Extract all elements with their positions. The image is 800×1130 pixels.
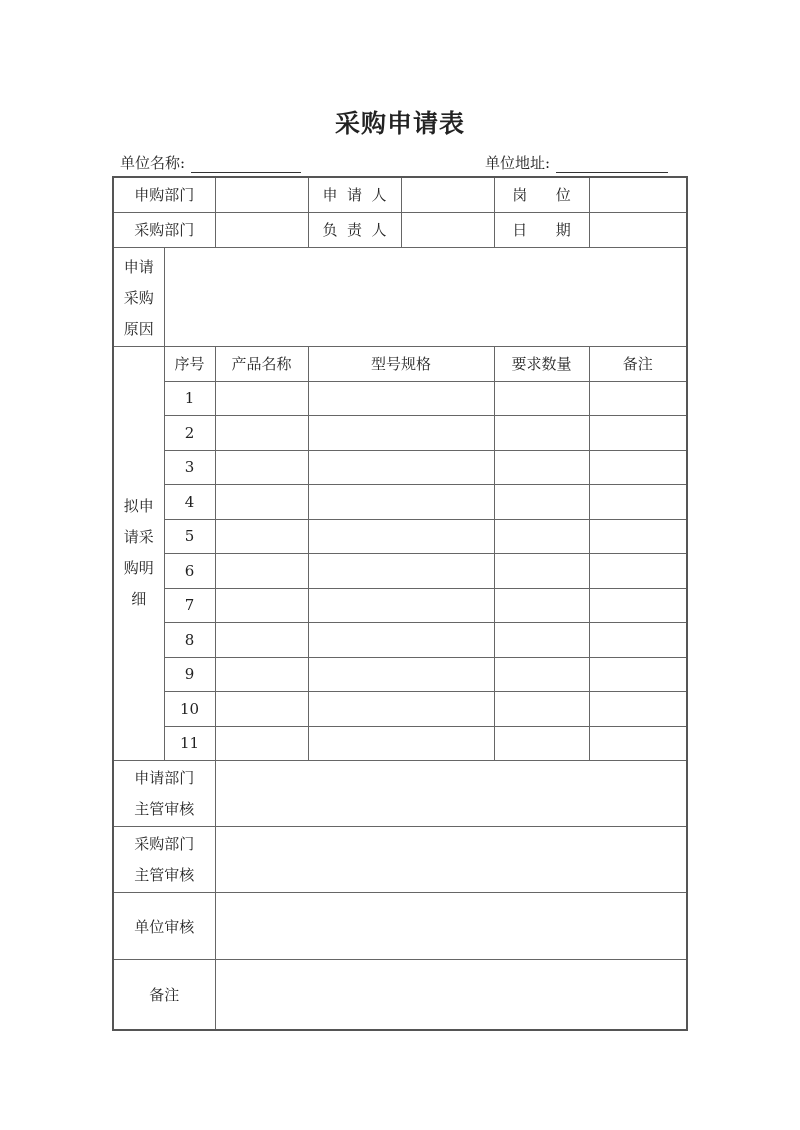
position-label: 岗 位 xyxy=(494,177,589,212)
row-remark[interactable] xyxy=(589,657,687,692)
apply-dept-review-line: 主管审核 xyxy=(134,799,195,818)
row-seq: 11 xyxy=(164,726,215,761)
row-product[interactable] xyxy=(215,726,308,761)
reason-label-line: 采购 xyxy=(123,288,154,307)
table-row xyxy=(113,623,687,658)
row-remark[interactable] xyxy=(589,726,687,761)
col-header-seq: 序号 xyxy=(164,346,215,381)
row-remark[interactable] xyxy=(589,450,687,485)
procure-dept-review-line: 采购部门 xyxy=(134,834,195,853)
unit-review-row xyxy=(113,893,687,960)
procure-dept-review-line: 主管审核 xyxy=(134,865,195,884)
row-remark[interactable] xyxy=(589,554,687,589)
row-model[interactable] xyxy=(308,381,494,416)
row-product[interactable] xyxy=(215,588,308,623)
row-remark[interactable] xyxy=(589,588,687,623)
details-label-line: 请采 xyxy=(123,528,154,547)
row-remark[interactable] xyxy=(589,485,687,520)
table-row xyxy=(113,381,687,416)
responsible-label: 负 责 人 xyxy=(308,212,401,247)
row-seq: 8 xyxy=(164,623,215,658)
page-title: 采购申请表 xyxy=(334,109,465,138)
row-model[interactable] xyxy=(308,416,494,451)
apply-dept-review-value[interactable] xyxy=(215,761,687,827)
table-row xyxy=(113,519,687,554)
unit-address-field xyxy=(485,152,668,173)
row-quantity[interactable] xyxy=(494,726,589,761)
row-model[interactable] xyxy=(308,554,494,589)
header-row-2 xyxy=(113,212,687,247)
row-quantity[interactable] xyxy=(494,416,589,451)
apply-dept-review-row xyxy=(113,761,687,827)
details-label-line: 购明 xyxy=(123,559,154,578)
table-row xyxy=(113,692,687,727)
row-quantity[interactable] xyxy=(494,554,589,589)
table-row xyxy=(113,416,687,451)
unit-address-label: 单位地址: xyxy=(485,154,551,172)
procure-dept-review-row xyxy=(113,827,687,893)
col-header-model: 型号规格 xyxy=(308,346,494,381)
row-product[interactable] xyxy=(215,692,308,727)
row-quantity[interactable] xyxy=(494,588,589,623)
row-product[interactable] xyxy=(215,554,308,589)
row-remark[interactable] xyxy=(589,381,687,416)
reason-value[interactable] xyxy=(164,247,687,346)
row-quantity[interactable] xyxy=(494,657,589,692)
purchase-request-table xyxy=(112,176,688,1031)
row-seq: 7 xyxy=(164,588,215,623)
row-quantity[interactable] xyxy=(494,485,589,520)
reason-label-line: 申请 xyxy=(123,257,154,276)
row-seq: 4 xyxy=(164,485,215,520)
reason-row xyxy=(113,247,687,346)
row-seq: 1 xyxy=(164,381,215,416)
table-row xyxy=(113,657,687,692)
row-seq: 2 xyxy=(164,416,215,451)
procurement-dept-value[interactable] xyxy=(215,212,308,247)
table-row xyxy=(113,726,687,761)
procure-dept-review-value[interactable] xyxy=(215,827,687,893)
table-row xyxy=(113,485,687,520)
row-seq: 9 xyxy=(164,657,215,692)
row-model[interactable] xyxy=(308,692,494,727)
row-quantity[interactable] xyxy=(494,519,589,554)
details-header-row xyxy=(113,346,687,381)
row-quantity[interactable] xyxy=(494,450,589,485)
date-value[interactable] xyxy=(589,212,687,247)
apply-dept-review-line: 申请部门 xyxy=(134,768,195,787)
row-model[interactable] xyxy=(308,623,494,658)
row-model[interactable] xyxy=(308,726,494,761)
row-product[interactable] xyxy=(215,623,308,658)
row-remark[interactable] xyxy=(589,623,687,658)
col-header-quantity: 要求数量 xyxy=(494,346,589,381)
remarks-label: 备注 xyxy=(113,960,215,1030)
position-value[interactable] xyxy=(589,177,687,212)
unit-name-label: 单位名称: xyxy=(120,154,186,172)
row-seq: 6 xyxy=(164,554,215,589)
unit-address-input-line[interactable] xyxy=(556,154,668,173)
row-model[interactable] xyxy=(308,450,494,485)
details-label xyxy=(113,346,164,761)
row-model[interactable] xyxy=(308,657,494,692)
details-label-line: 细 xyxy=(131,590,147,609)
row-quantity[interactable] xyxy=(494,381,589,416)
row-seq: 10 xyxy=(164,692,215,727)
reason-label xyxy=(113,247,164,346)
apply-dept-review-label xyxy=(113,761,215,827)
applicant-label: 申 请 人 xyxy=(308,177,401,212)
row-seq: 5 xyxy=(164,519,215,554)
unit-name-input-line[interactable] xyxy=(191,154,301,173)
row-product[interactable] xyxy=(215,381,308,416)
row-remark[interactable] xyxy=(589,692,687,727)
row-seq: 3 xyxy=(164,450,215,485)
table-row xyxy=(113,554,687,589)
row-product[interactable] xyxy=(215,485,308,520)
details-label-line: 拟申 xyxy=(123,497,154,516)
purchase-dept-value[interactable] xyxy=(215,177,308,212)
row-model[interactable] xyxy=(308,485,494,520)
responsible-value[interactable] xyxy=(401,212,494,247)
table-row xyxy=(113,588,687,623)
col-header-remark: 备注 xyxy=(589,346,687,381)
row-quantity[interactable] xyxy=(494,692,589,727)
table-row xyxy=(113,450,687,485)
row-product[interactable] xyxy=(215,416,308,451)
reason-label-line: 原因 xyxy=(123,319,154,338)
unit-review-value[interactable] xyxy=(215,893,687,960)
row-model[interactable] xyxy=(308,588,494,623)
col-header-product: 产品名称 xyxy=(215,346,308,381)
row-product[interactable] xyxy=(215,657,308,692)
row-remark[interactable] xyxy=(589,416,687,451)
remarks-row xyxy=(113,960,687,1030)
header-row-1 xyxy=(113,177,687,212)
date-label: 日 期 xyxy=(494,212,589,247)
procurement-dept-label: 采购部门 xyxy=(113,212,215,247)
applicant-value[interactable] xyxy=(401,177,494,212)
row-product[interactable] xyxy=(215,519,308,554)
procure-dept-review-label xyxy=(113,827,215,893)
remarks-value[interactable] xyxy=(215,960,687,1030)
row-model[interactable] xyxy=(308,519,494,554)
unit-name-field xyxy=(120,152,301,173)
row-remark[interactable] xyxy=(589,519,687,554)
unit-review-label: 单位审核 xyxy=(113,893,215,960)
row-quantity[interactable] xyxy=(494,623,589,658)
purchase-dept-label: 申购部门 xyxy=(113,177,215,212)
row-product[interactable] xyxy=(215,450,308,485)
